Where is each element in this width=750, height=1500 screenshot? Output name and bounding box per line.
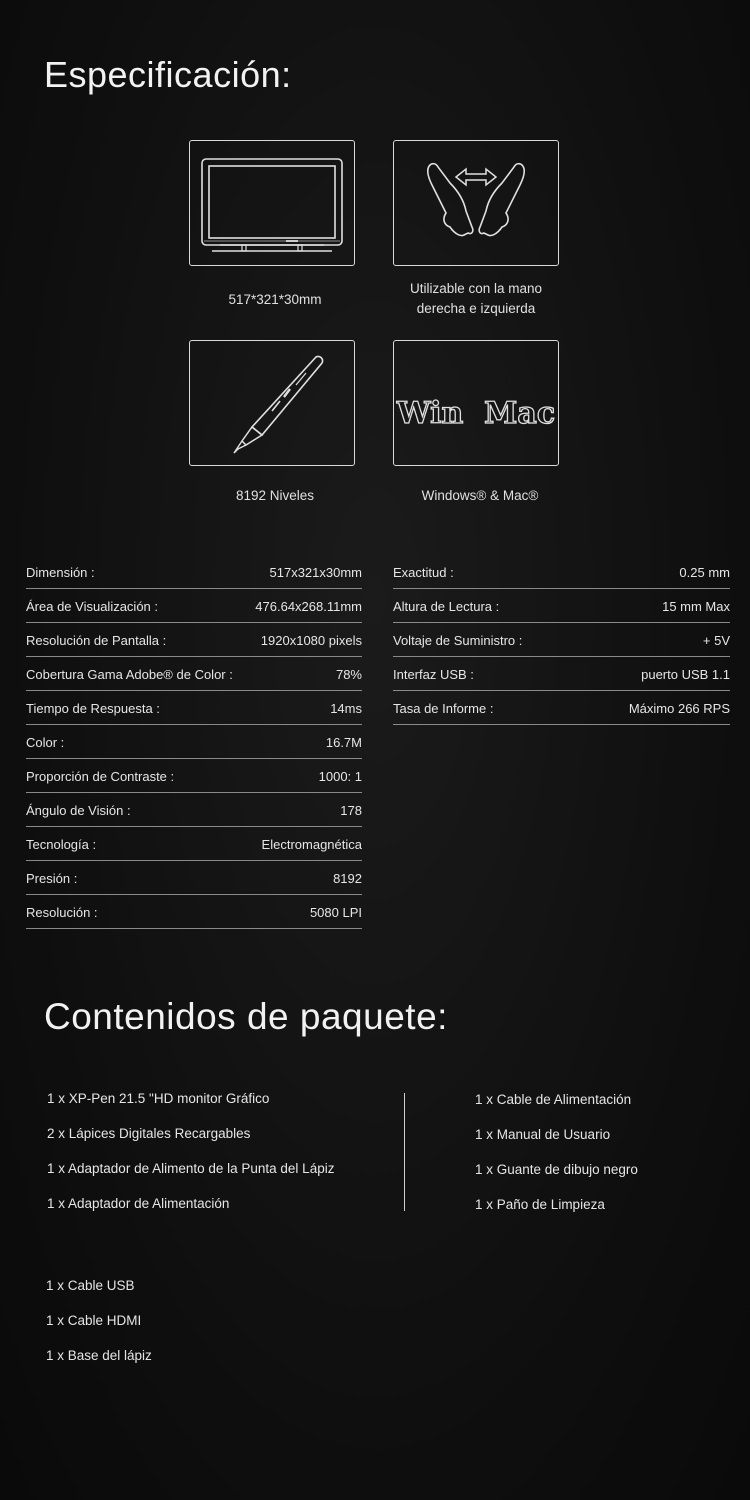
spec-row xyxy=(26,794,362,827)
os-icon xyxy=(394,341,558,465)
spec-label: Tasa de Informe : xyxy=(393,701,494,716)
spec-label: Interfaz USB : xyxy=(393,667,474,682)
hands-caption xyxy=(376,279,576,319)
package-item: 1 x Paño de Limpieza xyxy=(475,1197,605,1212)
package-divider xyxy=(404,1093,405,1211)
spec-value: 517x321x30mm xyxy=(269,565,362,580)
package-item: 1 x XP-Pen 21.5 "HD monitor Gráfico xyxy=(47,1091,270,1106)
spec-label: Altura de Lectura : xyxy=(393,599,500,614)
monitor-tile xyxy=(189,140,355,266)
spec-row xyxy=(26,760,362,793)
os-caption: Windows® & Mac® xyxy=(421,488,539,503)
spec-row xyxy=(26,658,362,691)
os-tile xyxy=(393,340,559,466)
spec-value: Electromagnética xyxy=(261,837,362,852)
spec-row xyxy=(26,828,362,861)
hands-icon xyxy=(394,141,558,265)
package-item: 1 x Cable HDMI xyxy=(46,1313,142,1328)
hands-caption-line2: derecha e izquierda xyxy=(416,301,536,316)
spec-label: Proporción de Contraste : xyxy=(26,769,175,784)
spec-label: Cobertura Gama Adobe® de Color : xyxy=(26,667,233,682)
spec-value: 1000: 1 xyxy=(318,769,362,784)
spec-title: Especificación: xyxy=(44,54,292,95)
package-list-bottom xyxy=(46,1276,152,1381)
package-item: 1 x Adaptador de Alimento de la Punta del Lápiz xyxy=(47,1161,335,1176)
pen-tile xyxy=(189,340,355,466)
spec-row xyxy=(26,624,362,657)
spec-label: Resolución de Pantalla : xyxy=(26,633,167,648)
spec-value: 14ms xyxy=(330,701,362,716)
spec-row xyxy=(26,896,362,929)
spec-label: Ángulo de Visión : xyxy=(26,803,131,818)
spec-value: Máximo 266 RPS xyxy=(628,701,730,716)
spec-row xyxy=(26,590,362,623)
spec-row xyxy=(393,590,730,623)
spec-row xyxy=(393,556,730,589)
package-item: 1 x Guante de dibujo negro xyxy=(475,1162,638,1177)
package-item: 1 x Cable USB xyxy=(46,1278,135,1293)
os-logo-text: Win Mac xyxy=(396,396,556,431)
spec-value: 1920x1080 pixels xyxy=(260,633,362,648)
spec-row xyxy=(393,624,730,657)
spec-label: Exactitud : xyxy=(393,565,454,580)
spec-value: 78% xyxy=(335,667,362,682)
spec-value: 16.7M xyxy=(325,735,362,750)
spec-value: 15 mm Max xyxy=(662,599,730,614)
package-item: 1 x Cable de Alimentación xyxy=(475,1092,632,1107)
spec-row xyxy=(26,556,362,589)
package-item: 1 x Adaptador de Alimentación xyxy=(47,1196,230,1211)
package-list-left xyxy=(47,1089,334,1229)
spec-label: Tiempo de Respuesta : xyxy=(26,701,160,716)
package-title: Contenidos de paquete: xyxy=(44,996,448,1037)
package-item: 2 x Lápices Digitales Recargables xyxy=(47,1126,251,1141)
spec-value: 476.64x268.11mm xyxy=(255,599,362,614)
hands-tile xyxy=(393,140,559,266)
spec-label: Color : xyxy=(26,735,65,750)
package-list-right xyxy=(475,1090,638,1230)
specs-table-left xyxy=(26,556,362,930)
spec-row xyxy=(393,658,730,691)
spec-label: Presión : xyxy=(26,871,78,886)
spec-label: Voltaje de Suministro : xyxy=(393,633,523,648)
specs-table-right xyxy=(393,556,730,726)
spec-value: 0.25 mm xyxy=(679,565,730,580)
spec-row xyxy=(26,862,362,895)
spec-label: Dimensión : xyxy=(26,565,95,580)
hands-caption-line1: Utilizable con la mano xyxy=(409,281,543,296)
package-item: 1 x Base del lápiz xyxy=(46,1348,152,1363)
monitor-caption: 517*321*30mm xyxy=(228,292,322,307)
spec-row xyxy=(26,692,362,725)
spec-value: 178 xyxy=(340,803,362,818)
spec-label: Área de Visualización : xyxy=(26,599,159,614)
spec-label: Resolución : xyxy=(26,905,98,920)
spec-value: 8192 xyxy=(333,871,362,886)
spec-label: Tecnología : xyxy=(26,837,97,852)
spec-row xyxy=(393,692,730,725)
spec-value: puerto USB 1.1 xyxy=(641,667,730,682)
monitor-icon xyxy=(190,141,354,265)
pen-caption: 8192 Niveles xyxy=(235,488,315,503)
spec-value: 5080 LPI xyxy=(309,905,362,920)
pen-icon xyxy=(190,341,354,465)
spec-row xyxy=(26,726,362,759)
package-item: 1 x Manual de Usuario xyxy=(475,1127,611,1142)
spec-value: + 5V xyxy=(702,633,730,648)
